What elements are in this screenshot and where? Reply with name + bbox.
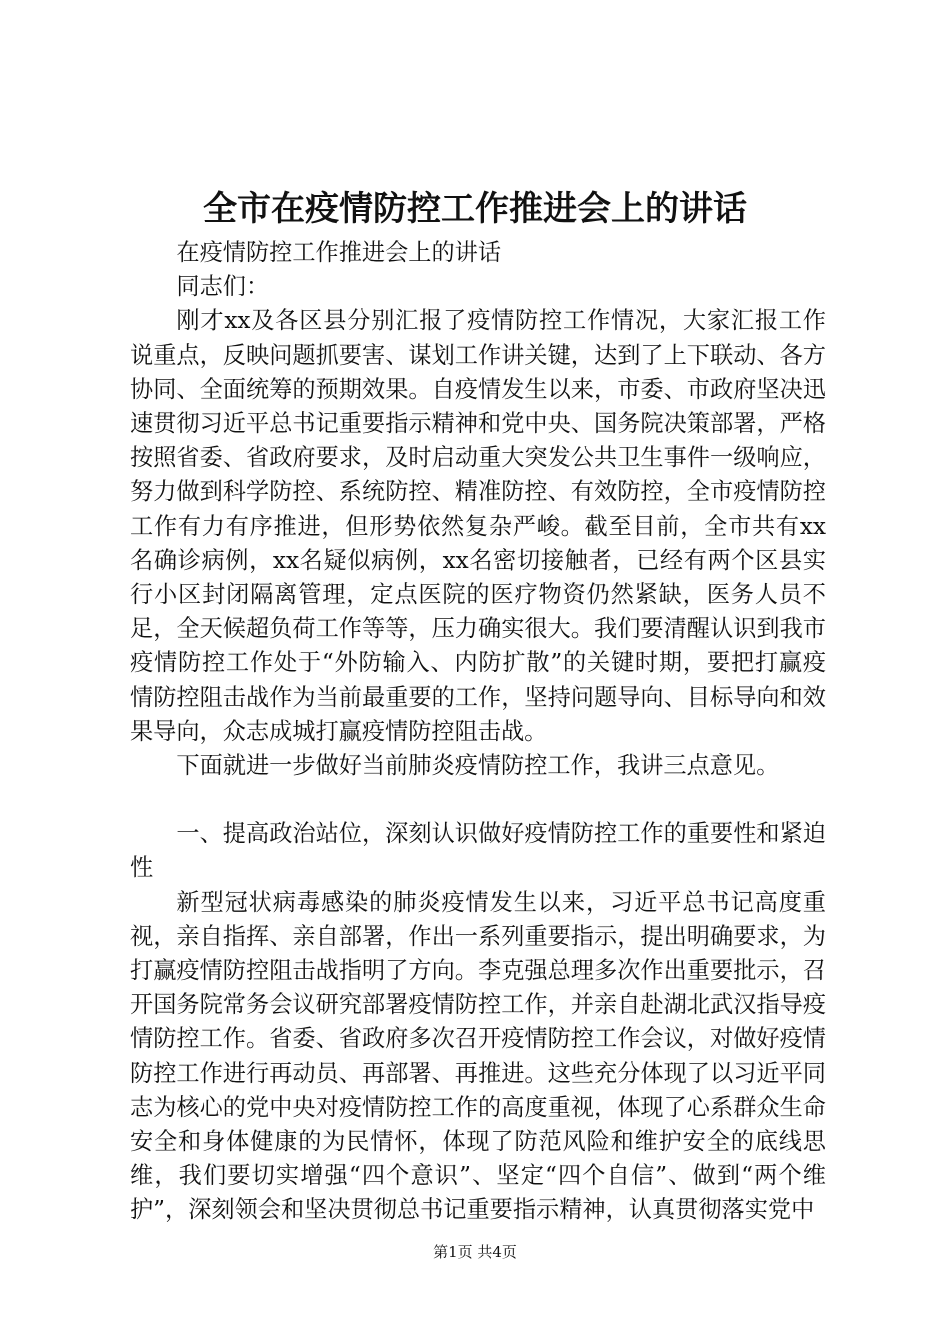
body-paragraph: 新型冠状病毒感染的肺炎疫情发生以来，习近平总书记高度重视，亲自指挥、亲自部署，作出一系列重要指示，提出明确要求，为打赢疫情防控阻击战指明了方向。李克强总理多次作出重要批示，召开国务院常务会议研究部署疫情防控工作，并亲自赴湖北武汉指导疫情防控工作。省委、省政府多次召开疫情防控工作会议，对做好疫情防控工作进行再动员、再部署、再推进。这些充分体现了以习近平同志为核心的党中央对疫情防控工作的高度重视，体现了心系群众生命安全和身体健康的为民情怀，体现了防范风险和维护安全的底线思维，我们要切实增强“四个意识”、坚定“四个自信”、做到“两个维护”，深刻领会和坚决贯彻总书记重要指示精神，认真贯彻落实党中: [130, 888, 826, 1224]
body-paragraph: 下面就进一步做好当前肺炎疫情防控工作，我讲三点意见。: [176, 752, 780, 780]
document-title: 全市在疫情防控工作推进会上的讲话: [203, 189, 747, 229]
document-body: [130, 236, 826, 1228]
salutation: 同志们：: [176, 273, 270, 301]
body-paragraph: 刚才xx及各区县分别汇报了疫情防控工作情况，大家汇报工作说重点，反映问题抓要害、谋划工作讲关键，达到了上下联动、各方协同、全面统筹的预期效果。自疫情发生以来，市委、市政府坚决迅速贯彻习近平总书记重要指示精神和党中央、国务院决策部署，严格按照省委、省政府要求，及时启动重大突发公共卫生事件一级响应，努力做到科学防控、系统防控、精准防控、有效防控，全市疫情防控工作有力有序推进，但形势依然复杂严峻。截至目前，全市共有xx名确诊病例，xx名疑似病例，xx名密切接触者，已经有两个区县实行小区封闭隔离管理，定点医院的医疗物资仍然紧缺，医务人员不足，全天候超负荷工作等等，压力确实很大。我们要清醒认识到我市疫情防控工作处于“外防输入、内防扩散”的关键时期，要把打赢疫情防控阻击战作为当前最重要的工作，坚持问题导向、目标导向和效果导向，众志成城打赢疫情防控阻击战。: [130, 307, 826, 745]
section-heading: 一、提高政治站位，深刻认识做好疫情防控工作的重要性和紧迫性: [130, 820, 826, 882]
page-footer: 第1页 共4页: [433, 1243, 517, 1261]
speech-subtitle: 在疫情防控工作推进会上的讲话: [176, 239, 502, 266]
